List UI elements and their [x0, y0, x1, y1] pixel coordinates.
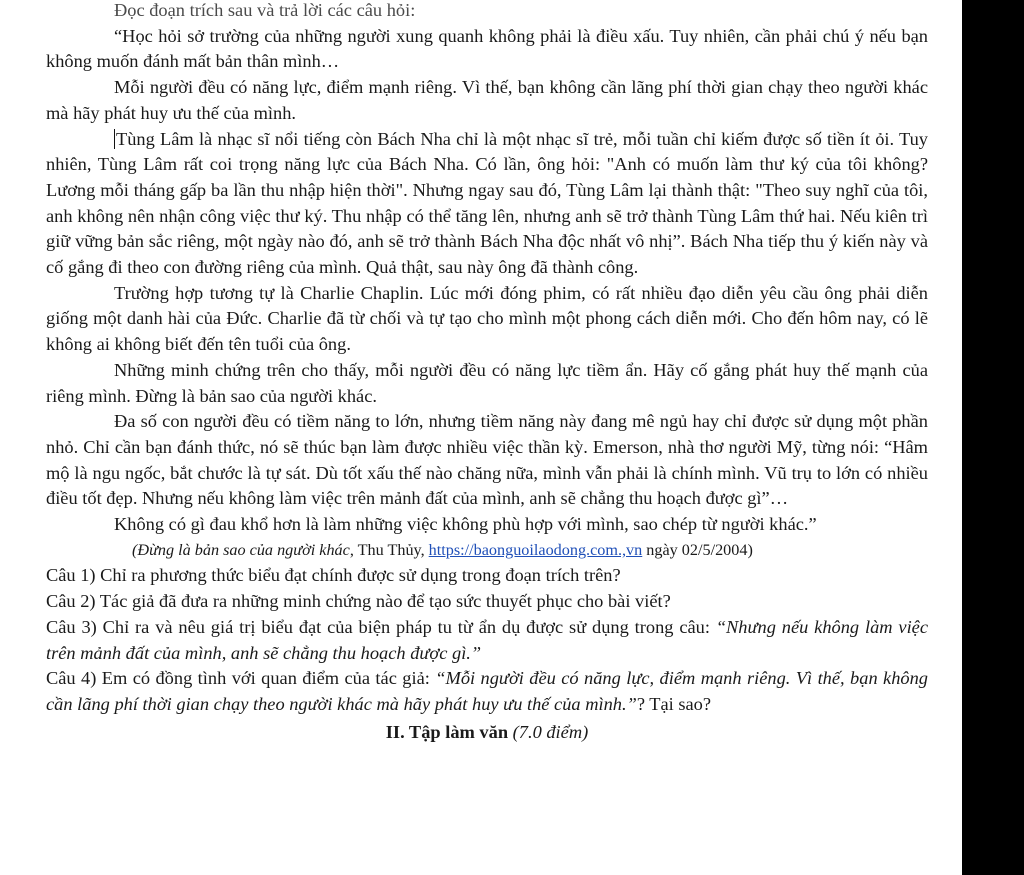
source-link[interactable]: https://baonguoilaodong.com.,vn — [428, 540, 643, 559]
source-author: , Thu Thủy, — [349, 540, 429, 559]
question-1-text: Câu 1) Chỉ ra phương thức biểu đạt chính được sử dụng trong đoạn trích trên? — [46, 565, 621, 586]
instruction-line: Đọc đoạn trích sau và trả lời các câu hỏi: — [114, 0, 416, 20]
question-3-text: Câu 3) Chỉ ra và nêu giá trị biểu đạt của biện pháp tu từ ẩn dụ được sử dụng trong câu: — [46, 616, 716, 637]
question-2 — [46, 589, 928, 615]
passage-paragraph-7: Không có gì đau khổ hơn là làm những việc không phù hợp với mình, sao chép từ người khác.” — [114, 514, 817, 535]
passage-paragraph-1: “Học hỏi sở trường của những người xung quanh không phải là điều xấu. Tuy nhiên, cần phải chú ý nếu bạn không muốn đánh mất bản thân mình… — [46, 25, 928, 72]
passage-paragraph-4: Trường hợp tương tự là Charlie Chaplin. Lúc mới đóng phim, có rất nhiều đạo diễn yêu cầu ông phải diễn giống một danh hài của Đức. Charlie đã từ chối và tự tạo cho mình một phong cách diễn mới. Cho đến hôm nay, có lẽ không ai không biết đến tên tuổi của ông. — [46, 282, 928, 355]
source-date: ngày 02/5/2004) — [642, 540, 753, 559]
section-heading-title: II. Tập làm văn — [385, 721, 513, 742]
question-1 — [46, 563, 928, 589]
passage-paragraph-3-text: Tùng Lâm là nhạc sĩ nổi tiếng còn Bách Nha chỉ là một nhạc sĩ trẻ, mỗi tuần chỉ kiếm được số tiền ít ỏi. Tuy nhiên, Tùng Lâm rất coi trọng năng lực của Bách Nha. Có lần, ông hỏi: "Anh có muốn làm thư ký của tôi không? Lương mỗi tháng gấp ba lần thu nhập hiện thời". Nhưng ngay sau đó, Tùng Lâm lại thành thật: "Theo suy nghĩ của tôi, anh không nên nhận công việc thư ký. Thu nhập có thể tăng lên, nhưng anh sẽ trở thành Tùng Lâm thứ hai. Nếu kiên trì giữ vững bản sắc riêng, một ngày nào đó, anh sẽ trở thành Bách Nha độc nhất vô nhị”. Bách Nha tiếp thu ý kiến này và cố gắng đi theo con đường riêng của mình. Quả thật, sau này ông đã thành công. — [46, 128, 928, 278]
passage-paragraph-5: Những minh chứng trên cho thấy, mỗi người đều có năng lực tiềm ẩn. Hãy cố gắng phát huy thế mạnh của riêng mình. Đừng là bản sao của người khác. — [46, 359, 928, 406]
question-4 — [46, 666, 928, 717]
section-heading-points: (7.0 điểm) — [512, 721, 589, 742]
section-heading — [46, 720, 928, 746]
passage-paragraph-3 — [46, 127, 928, 281]
source-citation — [46, 538, 928, 564]
question-3-quote: “Nhưng nếu không làm việc trên mảnh đất của mình, anh sẽ chẳng thu hoạch được gì.” — [46, 616, 928, 663]
source-title: (Đừng là bản sao của người khác — [132, 540, 350, 559]
document-content — [46, 0, 928, 745]
question-4-quote: “Mỗi người đều có năng lực, điểm mạnh riêng. Vì thế, bạn không cần lãng phí thời gian chạy theo người khác mà hãy phát huy ưu thế của mình.” — [46, 668, 928, 714]
passage-paragraph-2: Mỗi người đều có năng lực, điểm mạnh riêng. Vì thế, bạn không cần lãng phí thời gian chạy theo người khác mà hãy phát huy ưu thế của mình. — [46, 77, 928, 123]
passage-paragraph-6: Đa số con người đều có tiềm năng to lớn, nhưng tiềm năng này đang mê ngủ hay chỉ được sử dụng một phần nhỏ. Chỉ cần bạn đánh thức, nó sẽ thúc bạn làm được nhiều việc thần kỳ. Emerson, nhà thơ người Mỹ, từng nói: “Hâm mộ là ngu ngốc, bắt chước là tự sát. Dù tốt xấu thế nào chăng nữa, mình vẫn phải là chính mình. Vũ trụ to lớn có nhiều điều tốt đẹp. Nhưng nếu không làm việc trên mảnh đất của mình, anh sẽ chẳng thu hoạch được gì”… — [46, 411, 928, 509]
question-3 — [46, 615, 928, 666]
right-edge-bar — [962, 0, 1024, 875]
question-4-tail: ? Tại sao? — [636, 693, 712, 714]
question-2-text: Câu 2) Tác giả đã đưa ra những minh chứng nào để tạo sức thuyết phục cho bài viết? — [46, 591, 671, 612]
question-4-text: Câu 4) Em có đồng tình với quan điểm của tác giả: — [46, 668, 436, 689]
